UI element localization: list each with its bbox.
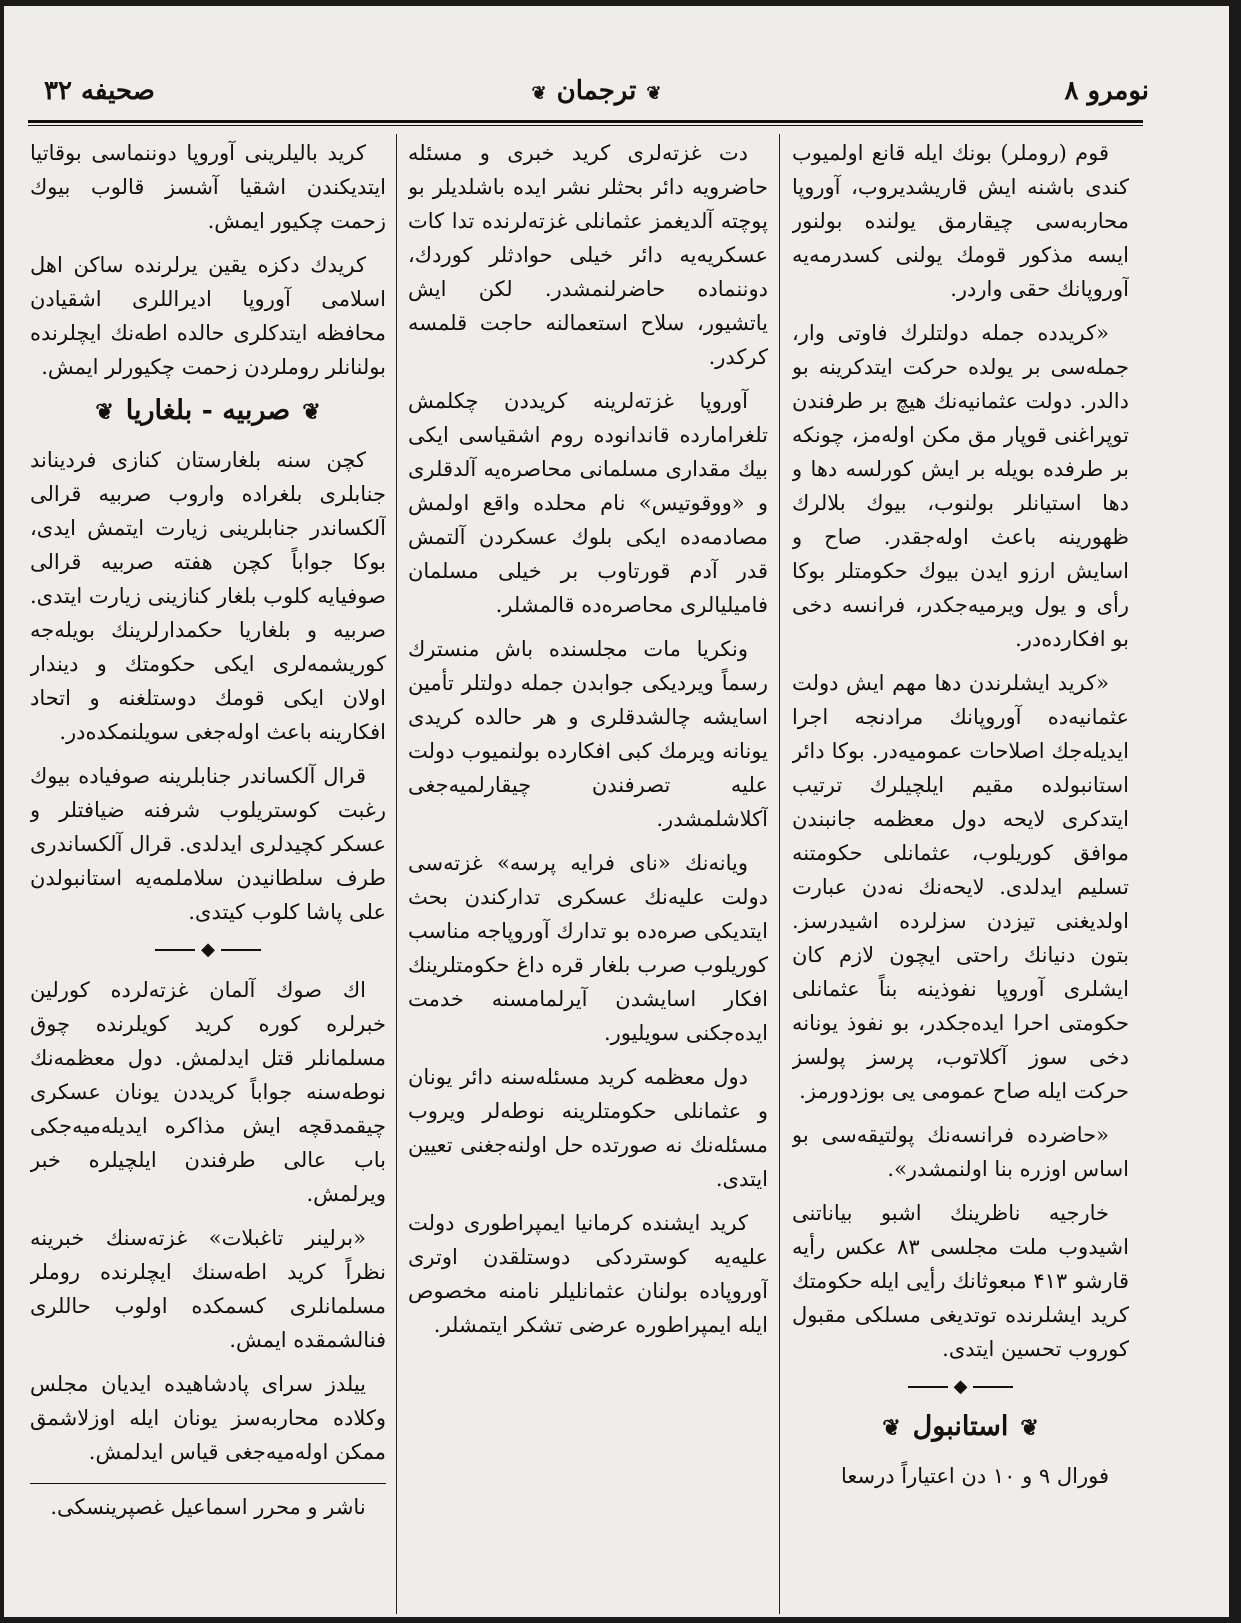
ornament-icon: ❦ xyxy=(531,83,547,104)
column-divider xyxy=(396,134,397,1614)
column-divider xyxy=(779,134,780,1614)
page-number: صحيفه ۳۲ xyxy=(44,76,155,106)
article-paragraph: اك صوك آلمان غزته‌لرده كورلين خبرلره كوره كريد كويلرنده چوق مسلمانلر قتل ايدلمش. دول معظمه‌نك نوطه‌سنه جواباً كريددن يونان عسكرى چيقمدقچه ايش مذاكره ايديله‌ميه‌جكى باب عالى طرفندن ايلچيلره خبر ويرلمش. xyxy=(30,978,386,1206)
article-paragraph: ييلدز سراى پادشاهيده ايديان مجلس وكلاده محاربه‌سز يونان ايله اوزلاشمق ممكن اوله‌ميه‌جغى قياس ايدلمش. xyxy=(30,1372,386,1464)
article-paragraph: «حاضرده فرانسه‌نك پولتيقه‌سى بو اساس اوزره بنا اولنمشدر». xyxy=(792,1123,1129,1181)
ornament-icon: ❦ xyxy=(1020,1415,1039,1441)
section-divider: ◆ xyxy=(30,939,386,961)
article-paragraph: فورال ۹ و ۱۰ دن اعتياراً درسعا xyxy=(841,1464,1109,1488)
ornament-icon: ❦ xyxy=(646,83,662,104)
section-heading xyxy=(792,1410,1129,1445)
newspaper-page xyxy=(4,6,1229,1617)
article-paragraph: ويانه‌نك «ناى فرايه پرسه» غزته‌سى دولت عليه‌نك عسكرى تداركندن بحث ايتديكى صره‌ده بو تدارك آوروپاجه مناسب كوريلوب صرب بلغار قره داغ حكومتلرينك افكار اسايشدن آيرلمامسنه خدمت ايده‌جكنى سويليور. xyxy=(408,851,768,1045)
article-paragraph: قرال آلكساندر جنابلرينه صوفياده بيوك رغبت كوستريلوب شرفنه ضيافتلر و عسكر كچيدلرى ايدلدى. قرال آلكساندرى طرف سلطانيدن سلاملمه‌يه استانبولدن على پاشا كلوب كيتدى. xyxy=(30,764,386,924)
article-paragraph: دت غزته‌لرى كريد خبرى و مسئله حاضرويه دائر بحثلر نشر ايده باشلديلر بو پوچته آلديغمز عثمانلى غزته‌لرنده تدا كات عسكريه‌يه دائر خيلى حوادثلر كوردك، دوننماده حاضرلنمشدر. لكن ايش ياتشيور، سلاح استعمالنه حاجت قلمسه كركدر. xyxy=(408,141,768,369)
section-title: استانبول xyxy=(912,1411,1009,1442)
ornament-icon: ❦ xyxy=(95,399,114,425)
article-paragraph: كريد ايشنده كرمانيا ايمپراطورى دولت عليه‌يه كوستردكى دوستلقدن اوترى آوروپاده بولنان عثمانليلر نامنه مخصوص ايله ايمپراطوره عرضى تشكر ايتمشلر. xyxy=(408,1211,768,1337)
masthead-title: ترجمان xyxy=(556,76,637,106)
section-title: صربيه - بلغاريا xyxy=(125,395,291,426)
article-paragraph: ونكريا مات مجلسنده باش منسترك رسماً ويرديكى جوابدن جمله دولتلر تأمين اسايشه چالشدقلرى و هر حالده كريدى يونانه ويرمك كبى افكارده بولنميوب دولت عليه تصرفندن چيقارلميه‌جغى آكلاشلمشدر. xyxy=(408,637,768,831)
article-paragraph: خارجيه ناظرينك اشبو بياناتنى اشيدوب ملت مجلسى ۸۳ عكس رأيه قارشو ۴۱۳ مبعوثانك رأيى ايله حكومتك كريد ايشلرنده توتديغى مسلكى مقبول كوروب تحسين ايتدى. xyxy=(792,1201,1129,1361)
article-paragraph: دول معظمه كريد مسئله‌سنه دائر يونان و عثمانلى حكومتلرينه نوطه‌لر ويروب مسئله‌نك نه صورتده حل اولنه‌جغنى تعيين ايتدى. xyxy=(408,1065,768,1191)
article-paragraph: «كريد ايشلرندن دها مهم ايش دولت عثمانيه‌ده آوروپانك مرادنجه اجرا ايديله‌جك اصلاحات عموميه‌در. بوكا دائر استانبولده مقيم ايلچيلرك ترتيب ايتدكرى لايحه دول معظمه جانبندن موافق كوريلوب، عثمانلى حكومتنه تسليم ايدلدى. لايحه‌نك نه‌دن عبارت اولديغنى تيزدن سزلرده اشيدرسز. بتون دنيانك راحتى ايچون لازم كان ايشلرى آوروپا نفوذينه بناً عثمانلى حكومتى احرا ايده‌جكدر، بو نفوذ يونانه دخى سوز آكلاتوب، پرسز پولسز حركت ايله صاح عمومى يى بوزدورمز. xyxy=(792,671,1129,1103)
masthead xyxy=(522,76,672,106)
issue-number: نومرو ۸ xyxy=(1064,76,1149,106)
header-rule xyxy=(28,120,1143,123)
article-paragraph: قوم (روملر) بونك ايله قانع اولميوب كندى باشنه ايش قاريشديروب، آوروپا محاربه‌سى چيقارمق يولنده بولنور ايسه مذكور قومك يولنى كسدرمه‌يه آوروپانك حقى واردر. xyxy=(792,141,1129,301)
section-heading xyxy=(30,394,386,429)
footer-rule xyxy=(30,1483,386,1484)
article-paragraph: «برلينر تاغبلات» غزته‌سنك خبرينه نظراً كريد اطه‌سنك ايچلرنده روملر مسلمانلرى كسمكده اولوب حاللرى فنالشمقده ايمش. xyxy=(30,1226,386,1352)
ornament-icon: ❦ xyxy=(302,399,321,425)
page-header xyxy=(44,76,1149,126)
article-paragraph: «كريدده جمله دولتلرك فاوتى وار، جمله‌سى بر يولده حركت ايتدكرينه بو دالدر. دولت عثمانيه‌نك هيچ بر طرفندن توپراغنى قوپار مق مكن اوله‌مز، چونكه بر طرفده بويله بر ايش كورلسه دها و دها استيانلر بولنوب، بيوك بلالرك ظهورينه باعث اوله‌جقدر. صاح و اسايش ارزو ايدن بيوك حكومتلر بوكا رأى و يول ويرميه‌جكدر، فرانسه دخى بو افكارده‌در. xyxy=(792,321,1129,651)
ornament-icon: ❦ xyxy=(882,1415,901,1441)
middle-column xyxy=(408,136,768,1606)
article-paragraph: كريد باليلرينى آوروپا دوننماسى بوقاتيا ايتديكندن اشقيا آشسز قالوب بيوك زحمت چكيور ايمش. xyxy=(30,141,386,233)
article-paragraph: كريدك دكزه يقين يرلرنده ساكن اهل اسلامى آوروپا اديراللرى اشقيادن محافظه ايتدكلرى حالده اطه‌نك ايچلرنده بولنانلر روملردن زحمت چكيورلر ايمش. xyxy=(30,253,386,379)
section-divider: ◆ xyxy=(792,1376,1129,1398)
article-paragraph: آوروپا غزته‌لرينه كريددن چكلمش تلغرامارده قاندانوده روم اشقياسى ايكى بيك مقدارى مسلمانى محاصره‌يه آلدقلرى و «ووقوتيس» نام محلده واقع اولمش مصادمه‌ده ايكى بلوك عسكردن آلتمش قدر آدم قورتاوب بر خيلى مسلمان فاميليالرى محاصره‌ده قالمشلر. xyxy=(408,389,768,617)
header-rule-thin xyxy=(28,125,1143,126)
left-column xyxy=(30,136,386,1606)
right-column xyxy=(792,136,1129,1606)
article-paragraph: كچن سنه بلغارستان كنازى فرديناند جنابلرى بلغراده واروب صربيه قرالى آلكساندر جنابلرينى زيارت ايتمش ايدى، بوكا جواباً كچن هفته صربيه قرالى صوفيايه كلوب بلغار كنازينى زيارت ايتدى. صربيه و بلغاريا حكمدارلرينك بويله‌جه كوريشمه‌لرى ايكى حكومتك و ديندار اولان ايكى قومك دوستلغنه و اتحاد افكارينه باعث اوله‌جغى سويلنمكده‌در. xyxy=(30,448,386,744)
publisher-footer: ناشر و محرر اسماعيل غصپرينسكى. xyxy=(50,1495,366,1519)
